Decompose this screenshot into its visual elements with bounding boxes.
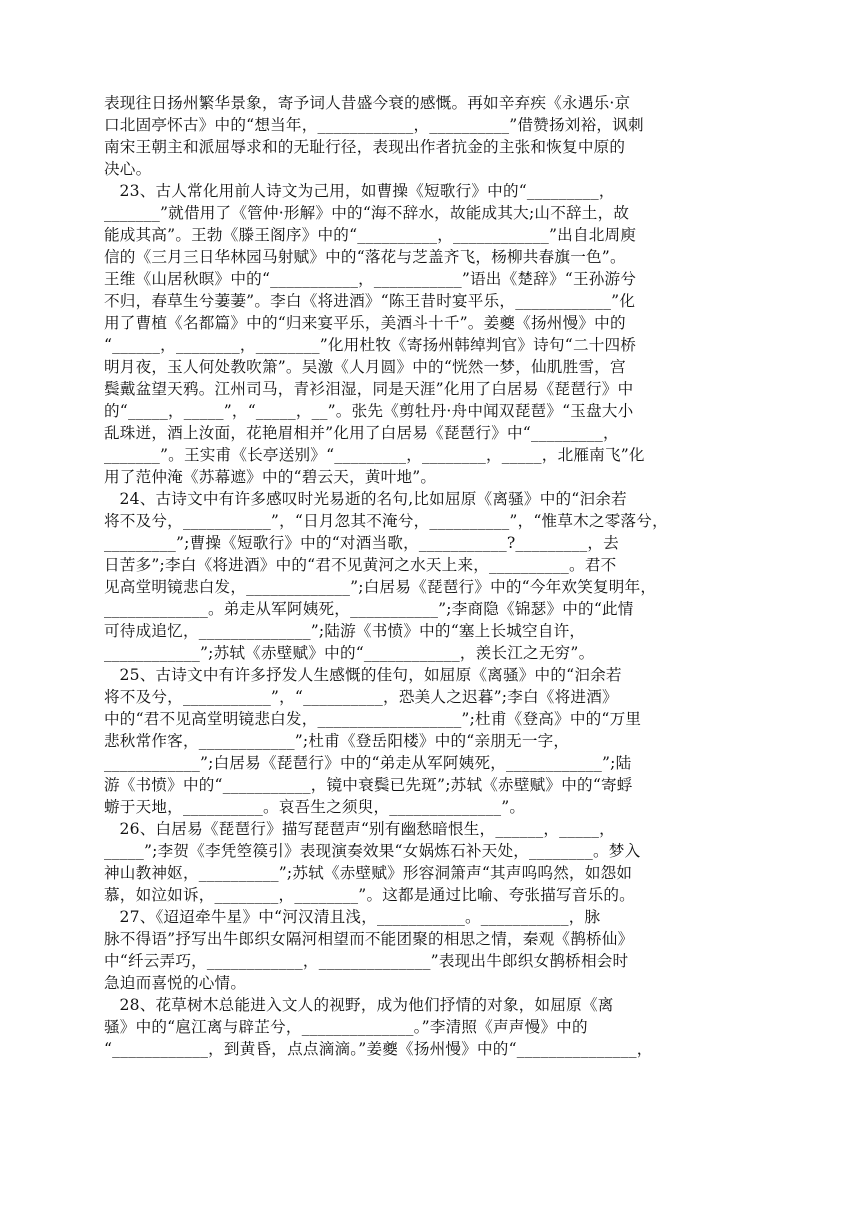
text-line: 中的“君不见高堂明镜悲白发，__________________”;杜甫《登高》中的“万里 xyxy=(104,710,642,728)
text-line: _______”。王实甫《长亭送别》“_________，________，_____，北雁南飞”化 xyxy=(104,446,645,464)
text-line: 用了曹植《名都篇》中的“归来宴平乐，美酒斗十千”。姜夔《扬州慢》中的 xyxy=(104,314,626,332)
text-line: 慕，如泣如诉，________，________”。这都是通过比喻、夸张描写音乐的。 xyxy=(104,886,635,904)
text-line: _______”就借用了《管仲·形解》中的“海不辞水，故能成其大;山不辞土，故 xyxy=(104,204,630,222)
text-line: 用了范仲淹《苏幕遮》中的“碧云天，黄叶地”。 xyxy=(104,468,437,486)
text-line: 鬓戴盆望天鸦。江州司马，青衫泪湿，同是天涯”化用了白居易《琵琶行》中 xyxy=(104,380,634,398)
text-line: 脉不得语”抒写出牛郎织女隔河相望而不能团聚的相思之情，秦观《鹊桥仙》 xyxy=(104,930,634,948)
text-line: 南宋王朝主和派屈辱求和的无耻行径，表现出作者抗金的主张和恢复中原的 xyxy=(104,138,626,156)
text-line: 王维《山居秋暝》中的“___________，___________”语出《楚辞》“王孙游兮 xyxy=(104,270,637,288)
text-line: 信的《三月三日华林园马射赋》中的“落花与芝盖齐飞，杨柳共春旗一色”。 xyxy=(104,248,626,266)
text-line: 不归，春草生兮萋萋”。李白《将进酒》“陈王昔时宴平乐，____________”化 xyxy=(104,292,636,310)
text-line: 25、古诗文中有许多抒发人生感慨的佳句，如屈原《离骚》中的“汩余若 xyxy=(104,666,622,684)
text-line: ____________”;苏轼《赤壁赋》中的“____________，羡长江之无穷”。 xyxy=(104,644,595,662)
text-line: 将不及兮，___________”，“__________，恐美人之迟暮”;李白《将进酒》 xyxy=(104,688,618,706)
text-line: 的“_____，_____”，“_____，__”。张先《剪牡丹·舟中闻双琵琶》“玉盘大小 xyxy=(104,402,634,420)
text-line: 乱珠迸，酒上汝面，花艳眉相并”化用了白居易《琵琶行》中“_________， xyxy=(104,424,619,442)
text-line: 神山教神妪，__________”;苏轼《赤壁赋》形容洞箫声“其声呜呜然，如怨如 xyxy=(104,864,633,882)
text-line: 26、白居易《琵琶行》描写琵琶声“别有幽愁暗恨生，______，_____， xyxy=(104,820,615,838)
text-line: 将不及兮，___________”，“日月忽其不淹兮，__________”，“惟草木之零落兮， xyxy=(104,512,668,530)
text-line: ____________”;白居易《琵琶行》中的“弟走从军阿姨死，____________”;陆 xyxy=(104,754,632,772)
text-line: 蝣于天地，__________。哀吾生之须臾，______________”。 xyxy=(104,798,526,816)
text-line: _____________。弟走从军阿姨死，___________”;李商隐《锦瑟》中的“此情 xyxy=(104,600,634,618)
text-line: 见高堂明镜悲白发，_____________”;白居易《琵琶行》中的“今年欢笑复明年， xyxy=(104,578,657,596)
document-page xyxy=(104,92,722,1060)
text-line: 骚》中的“扈江离与辟芷兮，______________。”李清照《声声慢》中的 xyxy=(104,1018,588,1036)
text-line: 口北固亭怀古》中的“想当年，____________，__________”借赞扬刘裕，讽刺 xyxy=(104,116,644,134)
text-line: 日苦多”;李白《将进酒》中的“君不见黄河之水天上来，__________。君不 xyxy=(104,556,617,574)
text-line: 游《书愤》中的“___________，镜中衰鬓已先斑”;苏轼《赤壁赋》中的“寄蜉 xyxy=(104,776,633,794)
text-line: “______，________，________”化用杜牧《寄扬州韩绰判官》诗句“二十四桥 xyxy=(104,336,637,354)
text-line: _________”;曹操《短歌行》中的“对酒当歌，___________?_________，去 xyxy=(104,534,619,552)
text-line: 27、《迢迢牵牛星》中“河汉清且浅，___________。___________，脉 xyxy=(104,908,601,926)
text-line: 可待成追忆，______________”;陆游《书愤》中的“塞上长城空自许， xyxy=(104,622,586,640)
text-line: 中“纤云弄巧，____________，______________”表现出牛郎织女鹊桥相会时 xyxy=(104,952,629,970)
text-line: 表现往日扬州繁华景象，寄予词人昔盛今衰的感慨。再如辛弃疾《永遇乐·京 xyxy=(104,94,631,112)
text-line: 28、花草树木总能进入文人的视野，成为他们抒情的对象，如屈原《离 xyxy=(104,996,614,1014)
text-line: 能成其高”。王勃《滕王阁序》中的“__________，____________”出自北周庾 xyxy=(104,226,637,244)
text-line: 明月夜，玉人何处教吹箫”。吴激《人月圆》中的“恍然一梦，仙肌胜雪，宫 xyxy=(104,358,626,376)
text-line: 23、古人常化用前人诗文为己用，如曹操《短歌行》中的“_________， xyxy=(104,182,615,200)
text-line: 24、古诗文中有许多感叹时光易逝的名句,比如屈原《离骚》中的“汩余若 xyxy=(104,490,627,508)
text-line: “____________，到黄昏，点点滴滴。”姜夔《扬州慢》中的“_______________， xyxy=(104,1040,653,1058)
text-line: _____”;李贺《李凭箜篌引》表现演奏效果“女娲炼石补天处，________。梦入 xyxy=(104,842,641,860)
text-line: 决心。 xyxy=(104,160,152,178)
text-line: 急迫而喜悦的心情。 xyxy=(104,974,247,992)
text-line: 悲秋常作客，____________”;杜甫《登岳阳楼》中的“亲朋无一字， xyxy=(104,732,570,750)
